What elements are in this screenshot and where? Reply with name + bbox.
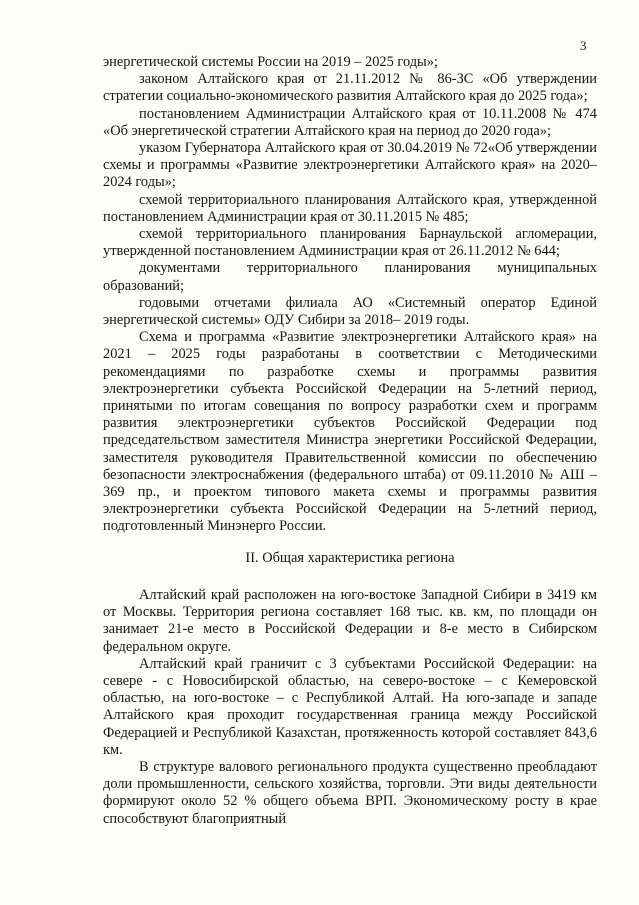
paragraph: схемой территориального планирования Алтайского края, утвержденной постановлением Администрации края от 30.11.2015 № 485; xyxy=(103,191,597,225)
paragraph: схемой территориального планирования Барнаульской агломерации, утвержденной постановлением Администрации края от 26.11.2012 № 644; xyxy=(103,226,597,260)
paragraph: законом Алтайского края от 21.11.2012 № 86-ЗС «Об утверждении стратегии социально-экономического развития Алтайского края до 2025 года»; xyxy=(103,71,597,105)
paragraph: постановлением Администрации Алтайского края от 10.11.2008 № 474 «Об энергетической стратегии Алтайского края на период до 2020 года»; xyxy=(103,105,597,139)
page-number: 3 xyxy=(580,38,587,53)
paragraph: документами территориального планирования муниципальных образований; xyxy=(103,260,597,294)
paragraph: указом Губернатора Алтайского края от 30.04.2019 № 72«Об утверждении схемы и программы «Развитие электроэнергетики Алтайского края» на 2020– 2024 годы»; xyxy=(103,140,597,191)
section-heading: II. Общая характеристика региона xyxy=(245,549,455,566)
paragraph: Алтайский край расположен на юго-востоке Западной Сибири в 3419 км от Москвы. Территория региона составляет 168 тыс. кв. км, по площади он занимает 21-е место в Российской Федерации и 8-е место в Сибирском федеральном округе. xyxy=(103,586,597,655)
paragraph: В структуре валового регионального продукта существенно преобладают доли промышленности, сельского хозяйства, торговли. Эти виды деятельности формируют около 52 % общего объема ВРП. Экономическому росту в крае способствуют благоприятный xyxy=(103,758,597,827)
paragraph: энергетической системы России на 2019 – 2025 годы»; xyxy=(103,54,438,70)
document-body xyxy=(103,54,597,828)
paragraph: Алтайский край граничит с 3 субъектами Российской Федерации: на севере - с Новосибирской областью, на северо-востоке – с Кемеровской областью, на юго-востоке – с Республикой Алтай. На юго-западе и западе Алтайского края проходит государственная граница между Российской Федерацией и Республикой Казахстан, протяженность которой составляет 843,6 км. xyxy=(103,655,597,758)
paragraph: Схема и программа «Развитие электроэнергетики Алтайского края» на 2021 – 2025 годы разработаны в соответствии с Методическими рекомендациями по разработке схемы и программы развития электроэнергетики субъекта Российской Федерации на 5-летний период, принятыми по итогам совещания по вопросу разработки схем и программ развития электроэнергетики субъектов Российской Федерации под председательством заместителя Министра энергетики Российской Федерации, заместителя руководителя Правительственной комиссии по обеспечению безопасности электроснабжения (федерального штаба) от 09.11.2010 № АШ – 369 пр., и проектом типового макета схемы и программы развития электроэнергетики субъекта Российской Федерации на 5-летний период, подготовленный Минэнерго России. xyxy=(103,329,597,535)
paragraph: годовыми отчетами филиала АО «Системный оператор Единой энергетической системы» ОДУ Сибири за 2018– 2019 годы. xyxy=(103,294,597,329)
